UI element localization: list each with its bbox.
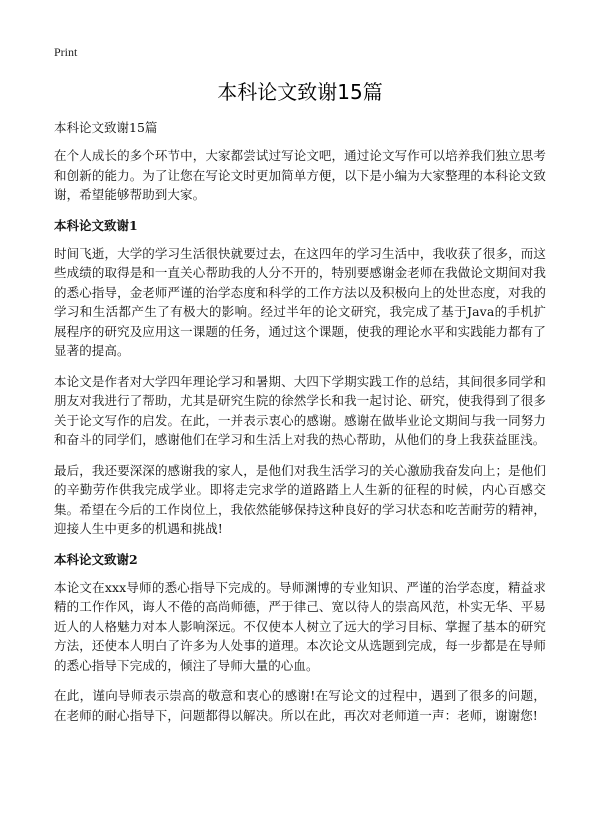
section-2-paragraph-1: 本论文在xxx导师的悉心指导下完成的。导师渊博的专业知识、严谨的治学态度，精益求精的工作作风，诲人不倦的高尚师德，严于律己、宽以待人的崇高风范，朴实无华、平易近人的人格魅力对本人影响深远。不仅使本人树立了远大的学习目标、掌握了基本的研究方法，还使本人明白了许多为人处事的道理。本次论文从选题到完成，每一步都是在导师的悉心指导下完成的，倾注了导师大量的心血。 [54,579,546,673]
section-2-paragraph-2: 在此，谨向导师表示崇高的敬意和衷心的感谢!在写论文的过程中，遇到了很多的问题，在老师的耐心指导下，问题都得以解决。所以在此，再次对老师道一声：老师，谢谢您! [54,688,546,723]
document-subtitle: 本科论文致谢15篇 [54,120,158,135]
print-link[interactable]: Print [54,45,78,59]
document-title: 本科论文致谢15篇 [217,80,383,104]
section-heading-2: 本科论文致谢2 [54,551,138,567]
intro-paragraph: 在个人成长的多个环节中，大家都尝试过写论文吧，通过论文写作可以培养我们独立思考和创新的能力。为了让您在写论文时更加简单方便，以下是小编为大家整理的本科论文致谢，希望能够帮助到大家。 [54,148,546,202]
section-1-paragraph-2: 本论文是作者对大学四年理论学习和暑期、大四下学期实践工作的总结，其间很多同学和朋友对我进行了帮助，尤其是研究生院的徐然学长和我一起讨论、研究，使我得到了很多关于论文写作的启发。在此，一并表示衷心的感谢。感谢在做毕业论文期间与我一同努力和奋斗的同学们，感谢他们在学习和生活上对我的热心帮助，从他们的身上我获益匪浅。 [54,373,546,447]
section-1-paragraph-3: 最后，我还要深深的感谢我的家人，是他们对我生活学习的关心激励我奋发向上；是他们的辛勤劳作供我完成学业。即将走完求学的道路踏上人生新的征程的时候，内心百感交集。希望在今后的工作岗位上，我依然能够保持这种良好的学习状态和吃苦耐劳的精神，迎接人生中更多的机遇和挑战! [54,462,546,536]
section-heading-1: 本科论文致谢1 [54,217,138,233]
section-1-paragraph-1: 时间飞逝，大学的学习生活很快就要过去，在这四年的学习生活中，我收获了很多，而这些成绩的取得是和一直关心帮助我的人分不开的，特别要感谢金老师在我做论文期间对我的悉心指导，金老师严谨的治学态度和科学的工作方法以及积极向上的处世态度，对我的学习和生活都产生了有极大的影响。经过半年的论文研究，我完成了基于Java的手机扩展程序的研究及应用这一课题的任务，通过这个课题，使我的理论水平和实践能力都有了显著的提高。 [54,245,546,358]
